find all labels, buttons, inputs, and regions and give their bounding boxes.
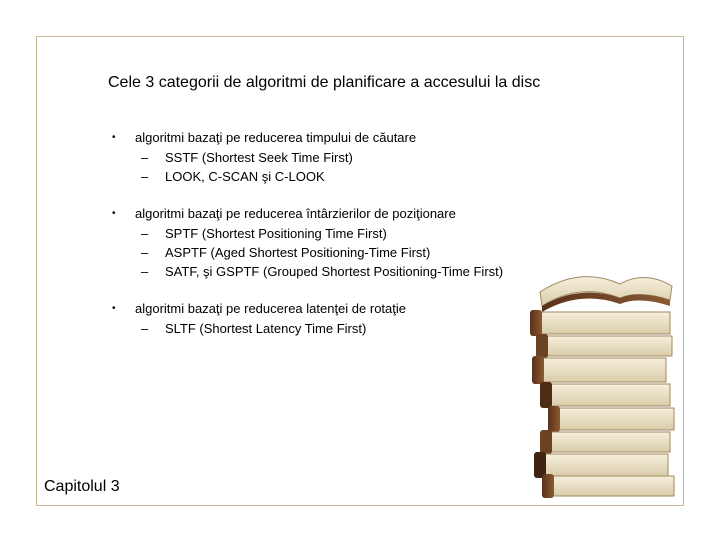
sub-item (108, 243, 538, 262)
bullet-group (108, 128, 538, 186)
bullet-text: algoritmi bazaţi pe reducerea întârzierilor de poziţionare (135, 206, 456, 221)
bullet-item (108, 204, 538, 224)
bullet-group (108, 204, 538, 281)
dash-icon: – (141, 264, 149, 279)
bullet-icon: • (112, 132, 116, 143)
stack-of-books-image (520, 262, 680, 498)
bullet-text: algoritmi bazaţi pe reducerea timpului de căutare (135, 130, 417, 145)
bullet-item (108, 128, 538, 148)
dash-icon: – (141, 150, 149, 165)
bullet-text: algoritmi bazaţi pe reducerea latenţei de rotaţie (135, 301, 406, 316)
sub-item-text: SPTF (Shortest Positioning Time First) (165, 226, 387, 241)
bullet-item (108, 299, 538, 319)
sub-item-text: SSTF (Shortest Seek Time First) (165, 150, 353, 165)
bullet-icon: • (112, 208, 116, 219)
dash-icon: – (141, 226, 149, 241)
bullet-icon: • (112, 303, 116, 314)
sub-item-text: ASPTF (Aged Shortest Positioning-Time First) (165, 245, 431, 260)
chapter-label: Capitolul 3 (44, 478, 120, 495)
sub-item (108, 319, 538, 338)
sub-item-text: SATF, şi GSPTF (Grouped Shortest Positioning-Time First) (165, 264, 504, 279)
slide-content (108, 128, 538, 356)
dash-icon: – (141, 169, 149, 184)
sub-item (108, 148, 538, 167)
sub-item (108, 167, 538, 186)
sub-item (108, 224, 538, 243)
dash-icon: – (141, 321, 149, 336)
slide-title: Cele 3 categorii de algoritmi de planificare a accesului la disc (108, 74, 541, 91)
dash-icon: – (141, 245, 149, 260)
sub-item-text: LOOK, C-SCAN şi C-LOOK (165, 169, 325, 184)
bullet-group (108, 299, 538, 338)
sub-item-text: SLTF (Shortest Latency Time First) (165, 321, 367, 336)
sub-item (108, 262, 538, 281)
